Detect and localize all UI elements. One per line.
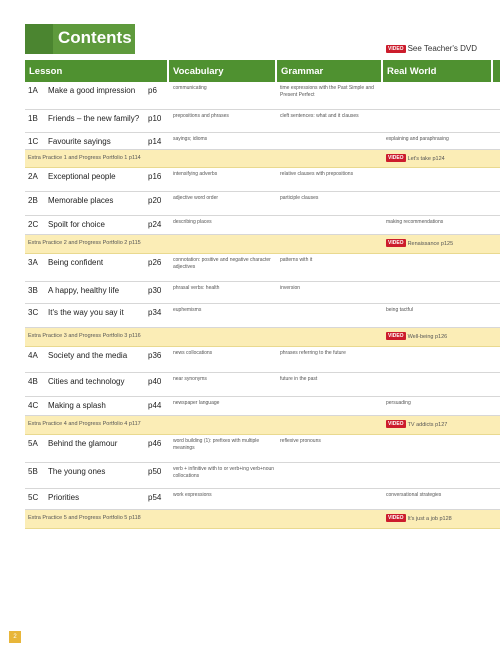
lesson-title: It's the way you say it [48,308,124,317]
lesson-code: 4A [28,351,38,360]
lesson-code: 3B [28,286,38,295]
extra-practice-text: Extra Practice 3 and Progress Portfolio 3 p116 [28,333,141,339]
vocabulary-cell: newspaper language [173,400,220,406]
lesson-title: Spoilt for choice [48,220,105,229]
lesson-code: 3A [28,258,38,267]
video-title: TV addicts p127 [407,422,448,428]
video-badge: VIDEO [388,240,404,246]
table-row [25,282,500,304]
vocabulary-cell: adjective word order [173,195,219,201]
lesson-page: p6 [148,86,157,95]
lesson-code: 4B [28,377,38,386]
extra-video [386,514,452,522]
video-badge: VIDEO [388,46,404,52]
lesson-title: Priorities [48,493,80,502]
table-row [25,347,500,373]
vocabulary-cell: verb + infinitive with to or verb+ing verb+noun collocations [173,466,275,479]
extra-practice-row [25,328,500,347]
real-world-cell: persuading [386,400,411,406]
lesson-title: A happy, healthy life [48,286,120,295]
video-title: Let's take p124 [407,156,445,162]
extra-video [386,239,453,247]
vocabulary-cell: intensifying adverbs [173,171,218,177]
video-note-text: See Teacher's DVD [407,44,477,53]
lesson-code: 2C [28,220,39,229]
video-badge: VIDEO [388,155,404,161]
lesson-page: p50 [148,467,162,476]
lesson-page: p46 [148,439,162,448]
lesson-code: 1B [28,114,38,123]
vocabulary-cell: word building (1): prefixes with multiple meanings [173,438,260,451]
column-vocabulary: Vocabulary [173,66,224,77]
vocabulary-cell: describing places [173,219,212,225]
table-row [25,254,500,282]
table-row [25,216,500,235]
lesson-title: Behind the glamour [48,439,118,448]
vocabulary-cell: sayings; idioms [173,136,208,142]
grammar-cell: time expressions with the Past Simple and Present Perfect [280,85,374,98]
grammar-cell: participle clauses [280,195,319,201]
extra-video [386,420,447,428]
extra-practice-row [25,510,500,529]
column-grammar: Grammar [281,66,324,77]
table-row [25,110,500,133]
table-row [25,489,500,510]
lesson-page: p26 [148,258,162,267]
column-divider [381,60,383,82]
lesson-page: p40 [148,377,162,386]
video-title: Well-being p126 [407,334,448,340]
lesson-code: 1A [28,86,38,95]
lesson-title: Make a good impression [48,86,136,95]
column-divider [491,60,493,82]
table-row [25,397,500,416]
vocabulary-cell: communicating [173,85,207,91]
table-row [25,133,500,150]
grammar-cell: phrases referring to the future [280,350,346,356]
video-badge: VIDEO [388,421,404,427]
extra-video [386,154,445,162]
lesson-code: 2B [28,196,38,205]
lesson-title: Making a splash [48,401,106,410]
lesson-page: p10 [148,114,162,123]
real-world-cell: making recommendations [386,219,444,225]
vocabulary-cell: prepositions and phrases [173,113,229,119]
lesson-code: 5B [28,467,38,476]
lesson-page: p36 [148,351,162,360]
lesson-code: 5A [28,439,38,448]
lesson-page: p16 [148,172,162,181]
lesson-code: 4C [28,401,39,410]
lesson-title: Exceptional people [48,172,116,181]
column-real-world: Real World [387,66,437,77]
extra-practice-text: Extra Practice 2 and Progress Portfolio 2 p115 [28,240,141,246]
lesson-code: 3C [28,308,39,317]
lesson-code: 2A [28,172,38,181]
extra-video [386,332,447,340]
video-badge: VIDEO [388,515,404,521]
lesson-title: Memorable places [48,196,114,205]
lesson-page: p44 [148,401,162,410]
lesson-page: p20 [148,196,162,205]
vocabulary-cell: news collocations [173,350,213,356]
vocabulary-cell: connotation: positive and negative character adjectives [173,257,271,270]
real-world-cell: explaining and paraphrasing [386,136,449,142]
page-title: Contents [58,28,132,47]
lesson-title: Being confident [48,258,104,267]
table-row [25,304,500,328]
real-world-cell: conversational strategies [386,492,442,498]
video-title: It's just a job p128 [407,516,452,522]
column-divider [275,60,277,82]
extra-practice-text: Extra Practice 5 and Progress Portfolio 5 p118 [28,515,141,521]
lesson-page: p54 [148,493,162,502]
grammar-cell: relative clauses with prepositions [280,171,354,177]
lesson-title: Cities and technology [48,377,125,386]
table-row [25,82,500,110]
video-note [386,44,477,53]
table-row [25,168,500,192]
table-row [25,373,500,397]
extra-practice-text: Extra Practice 4 and Progress Portfolio 4 p117 [28,421,141,427]
header-accent-square [25,24,53,54]
grammar-cell: cleft sentences: what and it clauses [280,113,359,119]
extra-practice-row [25,416,500,435]
lesson-page: p34 [148,308,162,317]
lesson-page: p24 [148,220,162,229]
lesson-page: p30 [148,286,162,295]
column-divider [167,60,169,82]
page-number: 2 [9,631,21,643]
lesson-code: 5C [28,493,39,502]
vocabulary-cell: euphemisms [173,307,202,313]
vocabulary-cell: phrasal verbs: health [173,285,220,291]
grammar-cell: inversion [280,285,301,291]
contents-table [25,60,500,529]
table-header [25,60,500,82]
grammar-cell: reflexive pronouns [280,438,321,444]
grammar-cell: future in the past [280,376,318,382]
lesson-title: Favourite sayings [48,137,111,146]
extra-practice-row [25,150,500,168]
real-world-cell: being tactful [386,307,413,313]
video-title: Renaissance p125 [407,241,454,247]
video-badge: VIDEO [388,333,404,339]
table-row [25,192,500,216]
column-lesson: Lesson [29,66,63,77]
lesson-title: The young ones [48,467,106,476]
extra-practice-text: Extra Practice 1 and Progress Portfolio 1 p114 [28,155,141,161]
table-row [25,435,500,463]
lesson-title: Friends – the new family? [48,114,140,123]
grammar-cell: patterns with it [280,257,313,263]
table-row [25,463,500,489]
lesson-code: 1C [28,137,39,146]
vocabulary-cell: near synonyms [173,376,207,382]
lesson-page: p14 [148,137,162,146]
vocabulary-cell: work expressions [173,492,212,498]
extra-practice-row [25,235,500,254]
lesson-title: Society and the media [48,351,128,360]
